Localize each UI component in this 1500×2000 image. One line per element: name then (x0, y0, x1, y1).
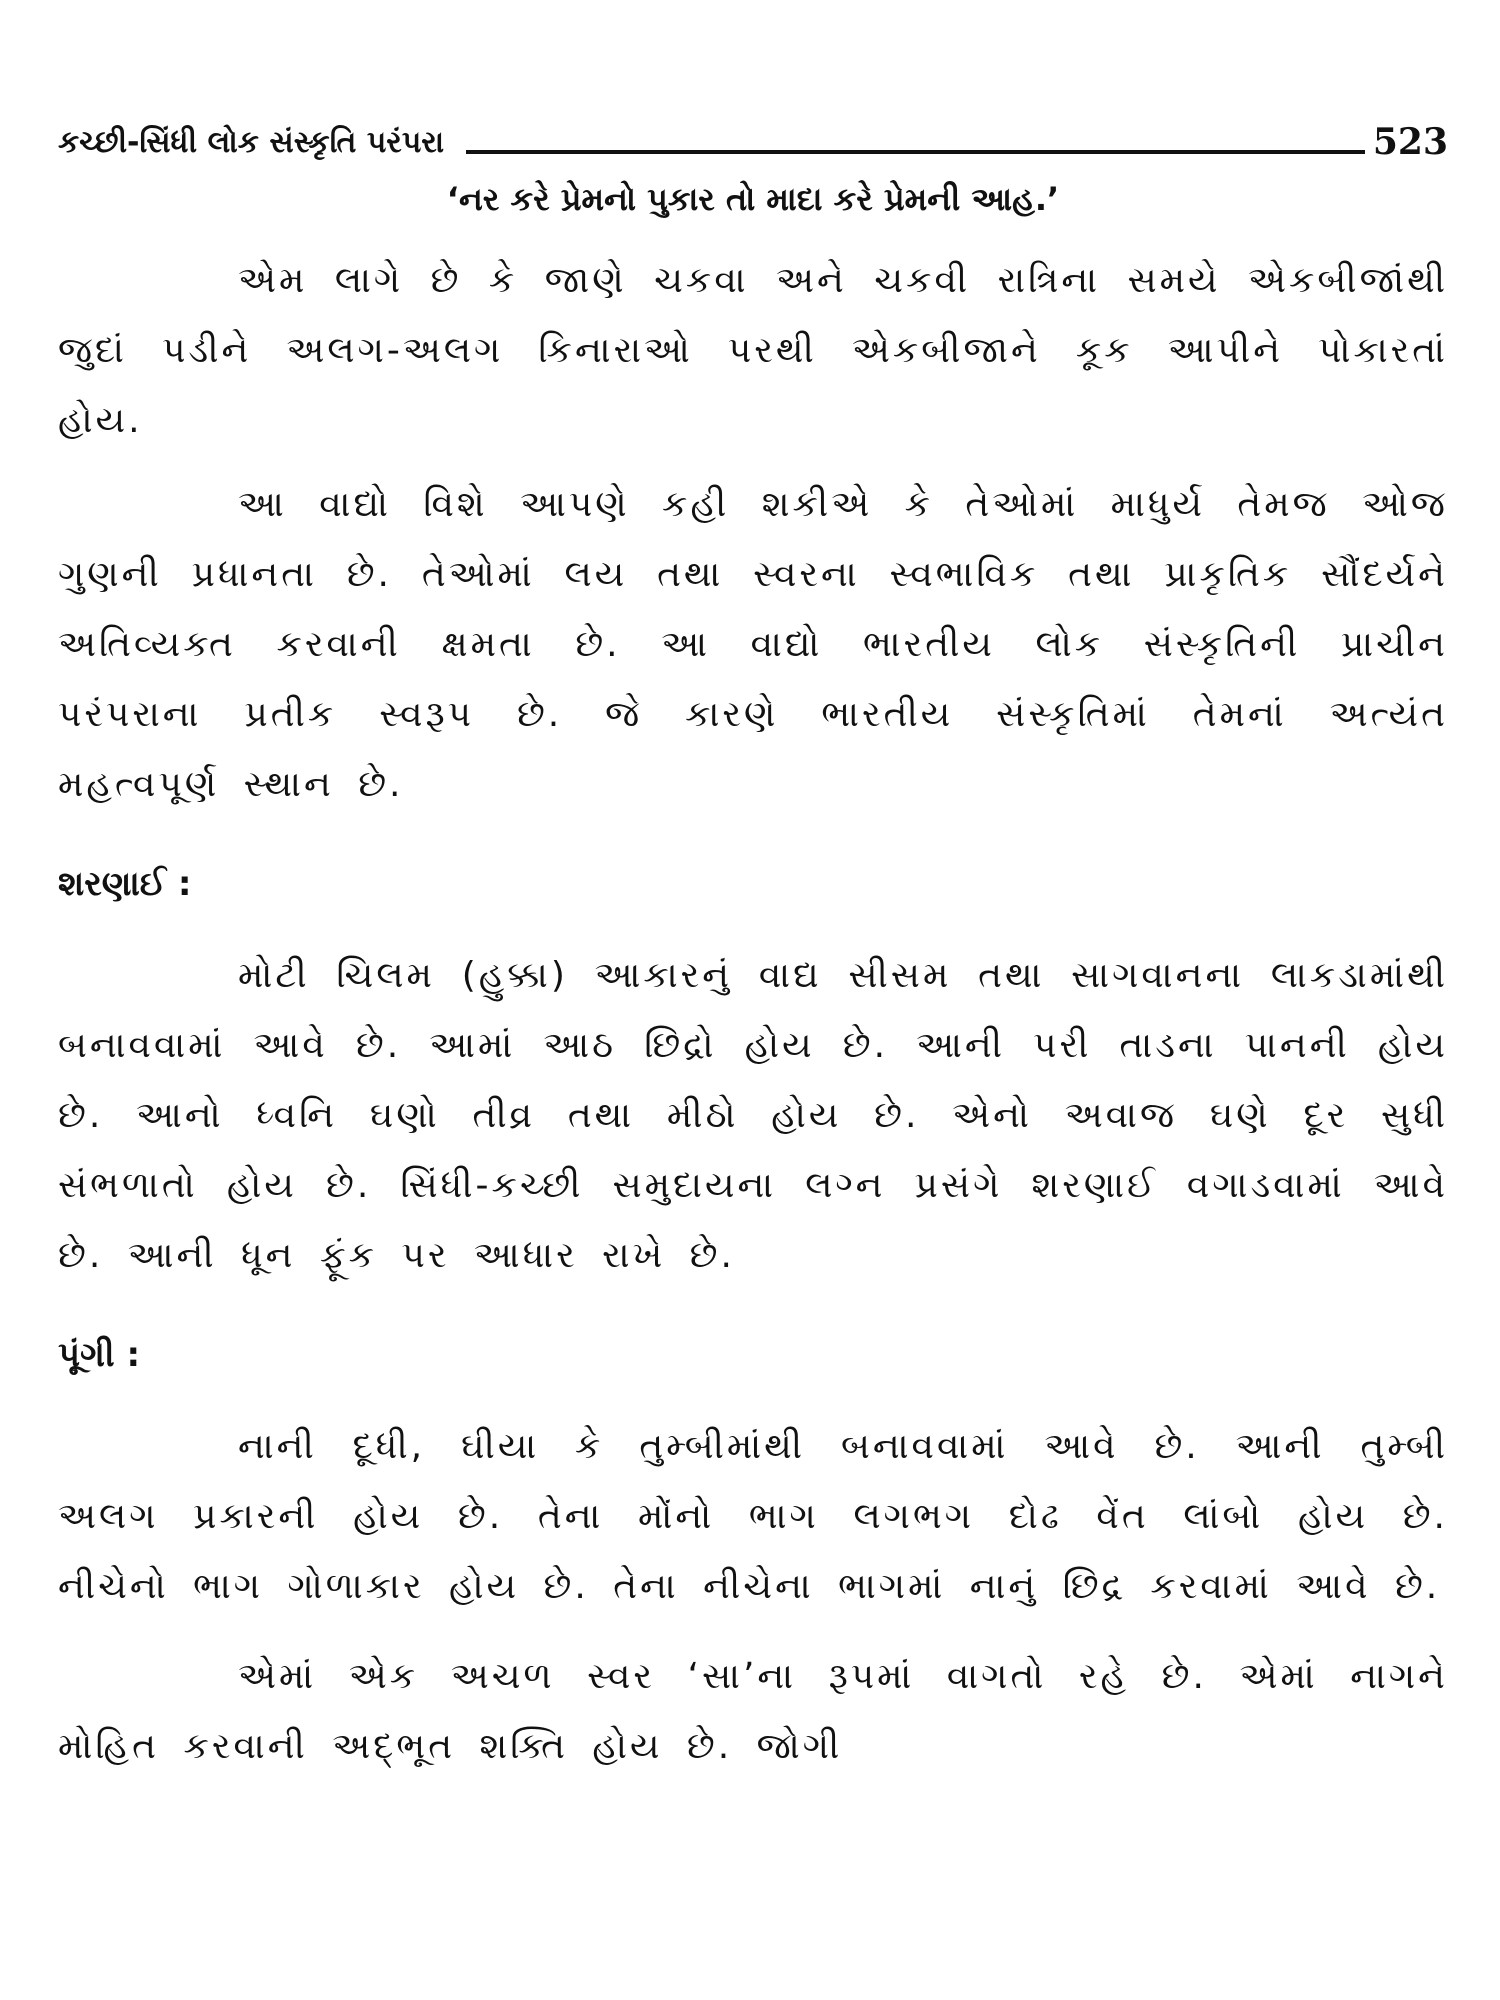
page-number: 523 (1372, 121, 1448, 163)
paragraph-shehnai: મોટી ચિલમ (હુક્કા) આકારનું વાદ્ય સીસમ તથા સાગવાનના લાકડામાંથી બનાવવામાં આવે છે. આમાં આઠ છિદ્રો હોય છે. આની પરી તાડના પાનની હોય છે. આનો ધ્વનિ ઘણો તીવ્ર તથા મીઠો હોય છે. એનો અવાજ ઘણે દૂર સુધી સંભળાતો હોય છે. સિંધી-કચ્છી સમુદાયના લગ્ન પ્રસંગે શરણાઈ વગાડવામાં આવે છે. આની ધૂન ફૂંક પર આધાર રાખે છે. (58, 955, 1448, 1277)
book-title: કચ્છી-સિંધી લોક સંસ્કૃતિ પરંપરા (58, 125, 445, 160)
paragraph-pungi-construction: નાની દૂધી, ઘીયા કે તુમ્બીમાંથી બનાવવામાં આવે છે. આની તુમ્બી અલગ પ્રકારની હોય છે. તેના મોંનો ભાગ લગભગ દોઢ વેંત લાંબો હોય છે. નીચેનો ભાગ ગોળાકાર હોય છે. તેના નીચેના ભાગમાં નાનું છિદ્ર કરવામાં આવે છે. (58, 1425, 1448, 1607)
section-heading-pungi: પૂંગી : (58, 1335, 141, 1376)
quote-line: ‘નર કરે પ્રેમનો પુકાર તો માદા કરે પ્રેમની આહ.’ (446, 180, 1060, 218)
header-rule (466, 150, 1365, 154)
paragraph-instruments-summary: આ વાદ્યો વિશે આપણે કહી શકીએ કે તેઓમાં માધુર્ય તેમજ ઓજ ગુણની પ્રધાનતા છે. તેઓમાં લય તથા સ્વરના સ્વભાવિક તથા પ્રાકૃતિક સૌંદર્યને અતિવ્યક્ત કરવાની ક્ષમતા છે. આ વાદ્યો ભારતીય લોક સંસ્કૃતિની પ્રાચીન પરંપરાના પ્રતીક સ્વરૂપ છે. જે કારણે ભારતીય સંસ્કૃતિમાં તેમનાં અત્યંત મહત્વપૂર્ણ સ્થાન છે. (58, 484, 1448, 806)
running-header (58, 100, 1448, 163)
paragraph-pungi-sound: એમાં એક અચળ સ્વર ‘સા’ના રૂપમાં વાગતો રહે છે. એમાં નાગને મોહિત કરવાની અદ્ભૂત શક્તિ હોય છે. જોગી (58, 1655, 1448, 1767)
paragraph-chakva: એમ લાગે છે કે જાણે ચકવા અને ચકવી રાત્રિના સમયે એકબીજાંથી જુદાં પડીને અલગ-અલગ કિનારાઓ પરથી એકબીજાને કૂક આપીને પોકારતાં હોય. (58, 260, 1448, 442)
section-heading-shehnai: શરણાઈ : (58, 864, 192, 905)
